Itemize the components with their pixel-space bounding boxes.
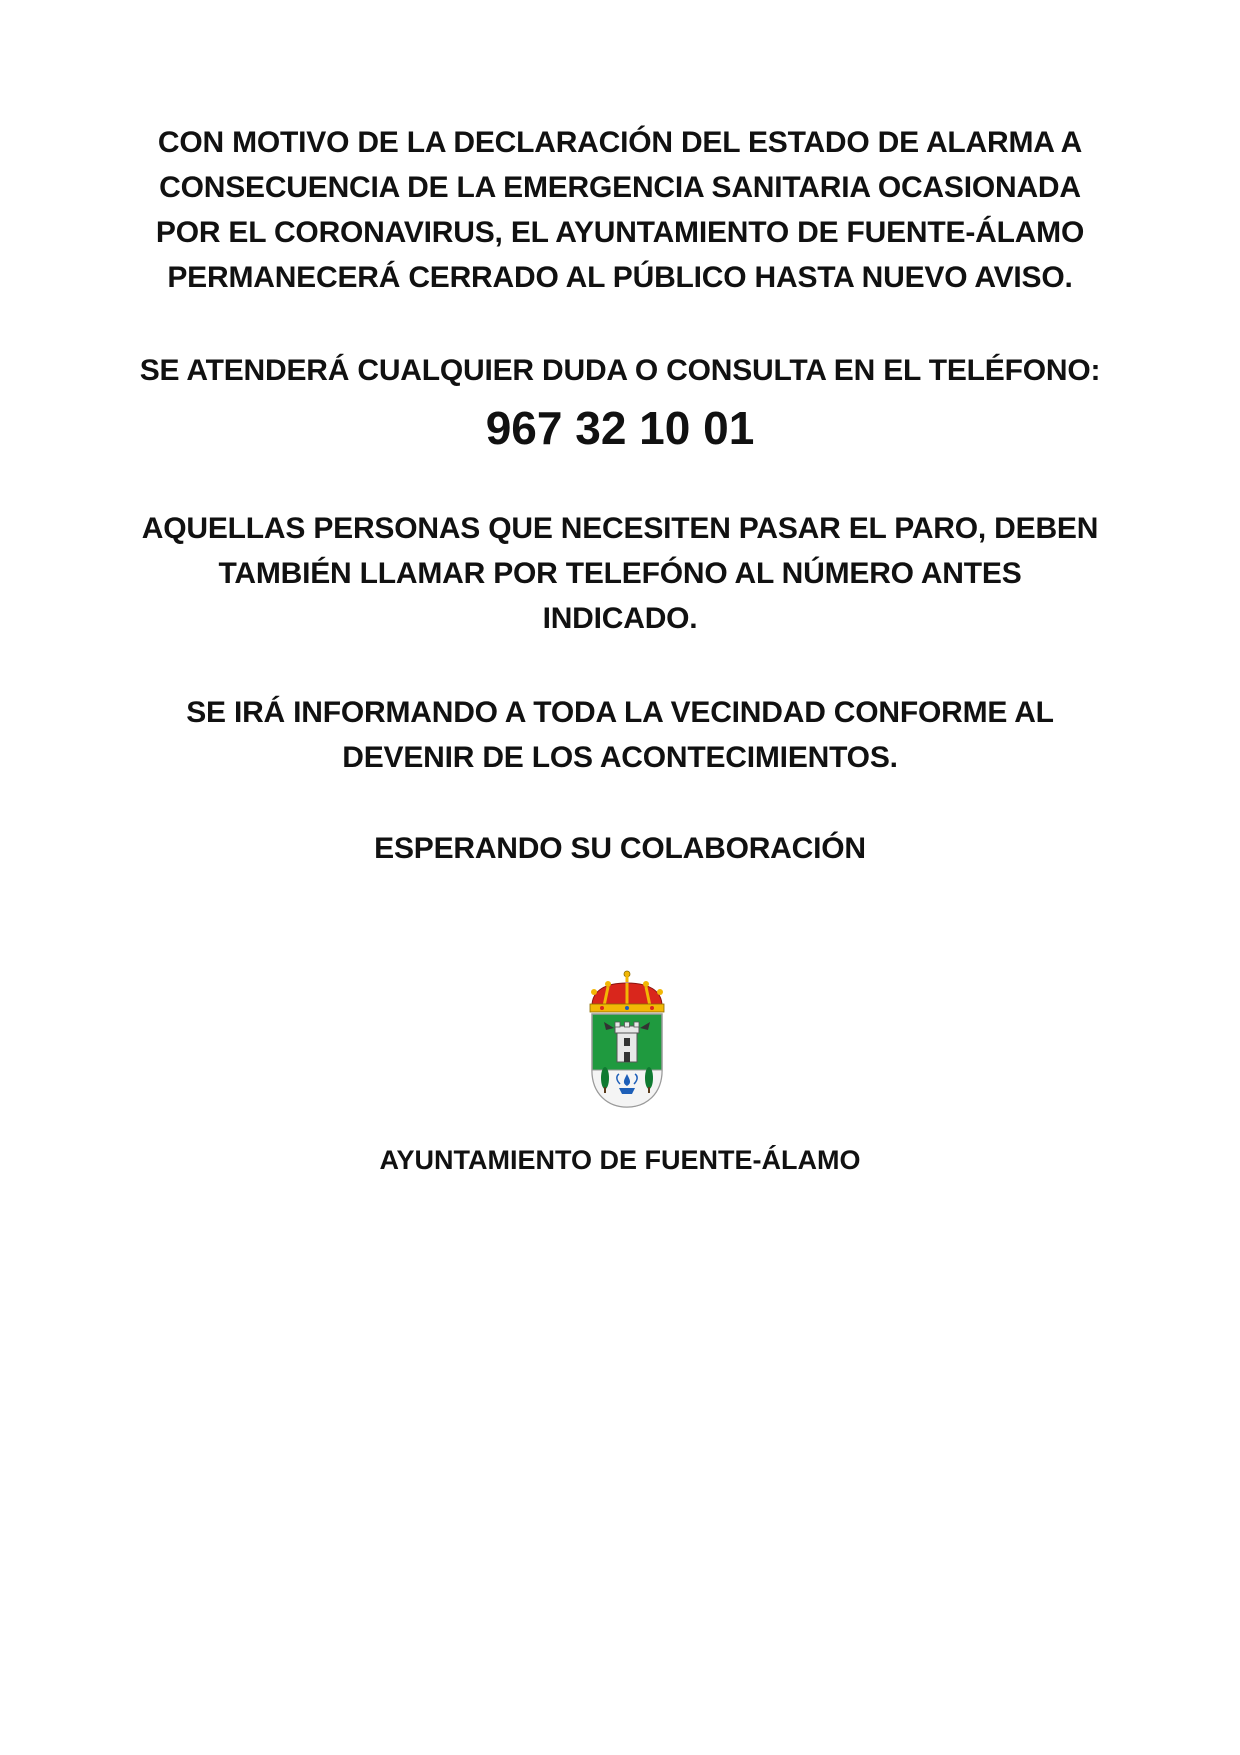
notice-paragraph-phone-intro [100,348,1140,393]
notice-line: CONSECUENCIA DE LA EMERGENCIA SANITARIA OCASIONADA [159,171,1081,204]
shield-icon [592,1014,662,1107]
notice-line: POR EL CORONAVIRUS, EL AYUNTAMIENTO DE FUENTE-ÁLAMO [155,216,1085,249]
notice-line: TAMBIÉN LLAMAR POR TELEFÓNO AL NÚMERO ANTES [218,557,1022,590]
notice-line: ESPERANDO SU COLABORACIÓN [374,832,866,865]
coat-of-arms-icon [586,970,668,1110]
notice-paragraph-closure [100,120,1140,300]
notice-line: CON MOTIVO DE LA DECLARACIÓN DEL ESTADO DE ALARMA A [157,126,1083,159]
notice-line: SE IRÁ INFORMANDO A TODA LA VECINDAD CONFORME AL [186,696,1054,729]
signature-ayuntamiento: AYUNTAMIENTO DE FUENTE-ÁLAMO [379,1145,861,1175]
notice-paragraph-closing [100,826,1140,871]
phone-number: 967 32 10 01 [485,402,755,454]
notice-line: AQUELLAS PERSONAS QUE NECESITEN PASAR EL PARO, DEBEN [141,512,1099,545]
notice-line: SE ATENDERÁ CUALQUIER DUDA O CONSULTA EN EL TELÉFONO: [139,354,1101,387]
notice-line: DEVENIR DE LOS ACONTECIMIENTOS. [342,741,898,774]
notice-line: PERMANECERÁ CERRADO AL PÚBLICO HASTA NUEVO AVISO. [167,261,1073,294]
notice-paragraph-updates [100,690,1140,780]
crown-icon [590,971,664,1012]
notice-line: INDICADO. [542,602,698,635]
notice-paragraph-unemployment [100,506,1140,641]
